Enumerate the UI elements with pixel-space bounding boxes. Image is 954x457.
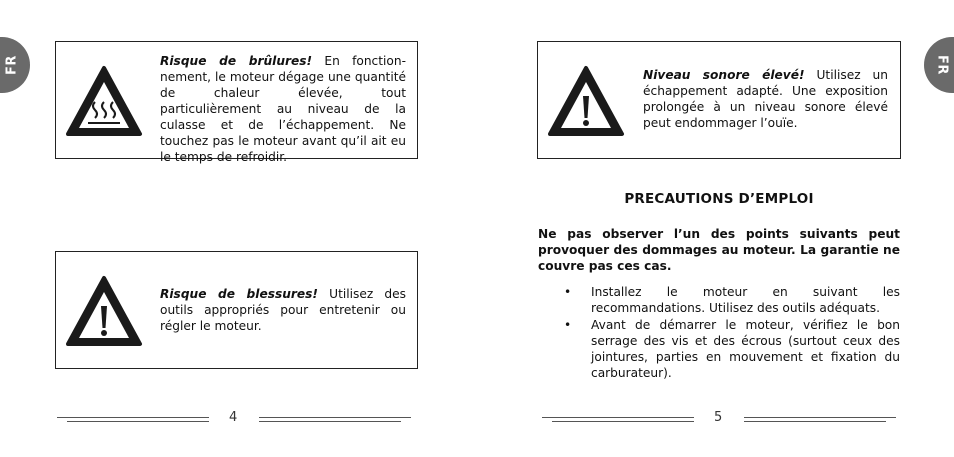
footer-rule [67, 421, 209, 422]
warning-box-burns [55, 41, 418, 164]
warning-text-noise [643, 67, 888, 131]
precautions-intro: Ne pas observer l’un des points suivants peut provoquer des dommages au moteur. La garantie ne couvre pas ces cas. [538, 227, 900, 273]
footer-rule [259, 417, 411, 418]
warning-title-noise: Niveau sonore élevé! [643, 68, 805, 82]
warning-body-burns: En fonction-nement, le moteur dégage une quantité de chaleur élevée, tout particulièrement au niveau de la culasse et de l’échappement. Ne touchez pas le moteur avant qu’il ait eu le temps de refroidir. [160, 54, 406, 164]
hot-surface-warning-icon [64, 62, 144, 142]
precautions-heading: PRECAUTIONS D’EMPLOI [624, 191, 814, 207]
list-item-text: Installez le moteur en suivant les recommandations. Utilisez des outils adéquats. [591, 285, 900, 315]
language-tab-right [924, 37, 954, 93]
warning-box-noise [537, 41, 901, 159]
bullet-icon: • [564, 318, 572, 332]
warning-title-burns: Risque de brûlures! [160, 54, 313, 68]
page-number-right: 5 [714, 410, 723, 425]
footer-rule [744, 417, 896, 418]
language-tab-right-label: FR [934, 55, 950, 75]
warning-body-noise: Utilisez un échappement adapté. Une exposition prolongée à un niveau sonore élevé peut endommager l’ouïe. [643, 68, 888, 130]
exclamation-warning-icon [64, 272, 144, 352]
warning-text-injuries [160, 286, 406, 334]
warning-title-injuries: Risque de blessures! [160, 287, 318, 301]
language-tab-left [0, 37, 30, 93]
warning-box-injuries [55, 251, 418, 369]
precautions-list [560, 284, 900, 382]
page-number-left: 4 [229, 410, 238, 425]
list-item [560, 317, 900, 381]
footer-rule [542, 417, 694, 418]
list-item-text: Avant de démarrer le moteur, vérifiez le bon serrage des vis et des écrous (surtout ceux des jointures, parties en mouvement et fixation du carburateur). [591, 318, 900, 380]
footer-rule [259, 421, 401, 422]
language-tab-left-label: FR [4, 55, 20, 75]
footer-rule [744, 421, 886, 422]
warning-text-burns [160, 53, 406, 165]
list-item [560, 284, 900, 316]
exclamation-warning-icon [546, 62, 626, 142]
warning-body-injuries: Utilisez des outils appropriés pour entretenir ou régler le moteur. [160, 287, 406, 333]
bullet-icon: • [564, 285, 572, 299]
footer-rule [552, 421, 694, 422]
footer-rule [57, 417, 209, 418]
